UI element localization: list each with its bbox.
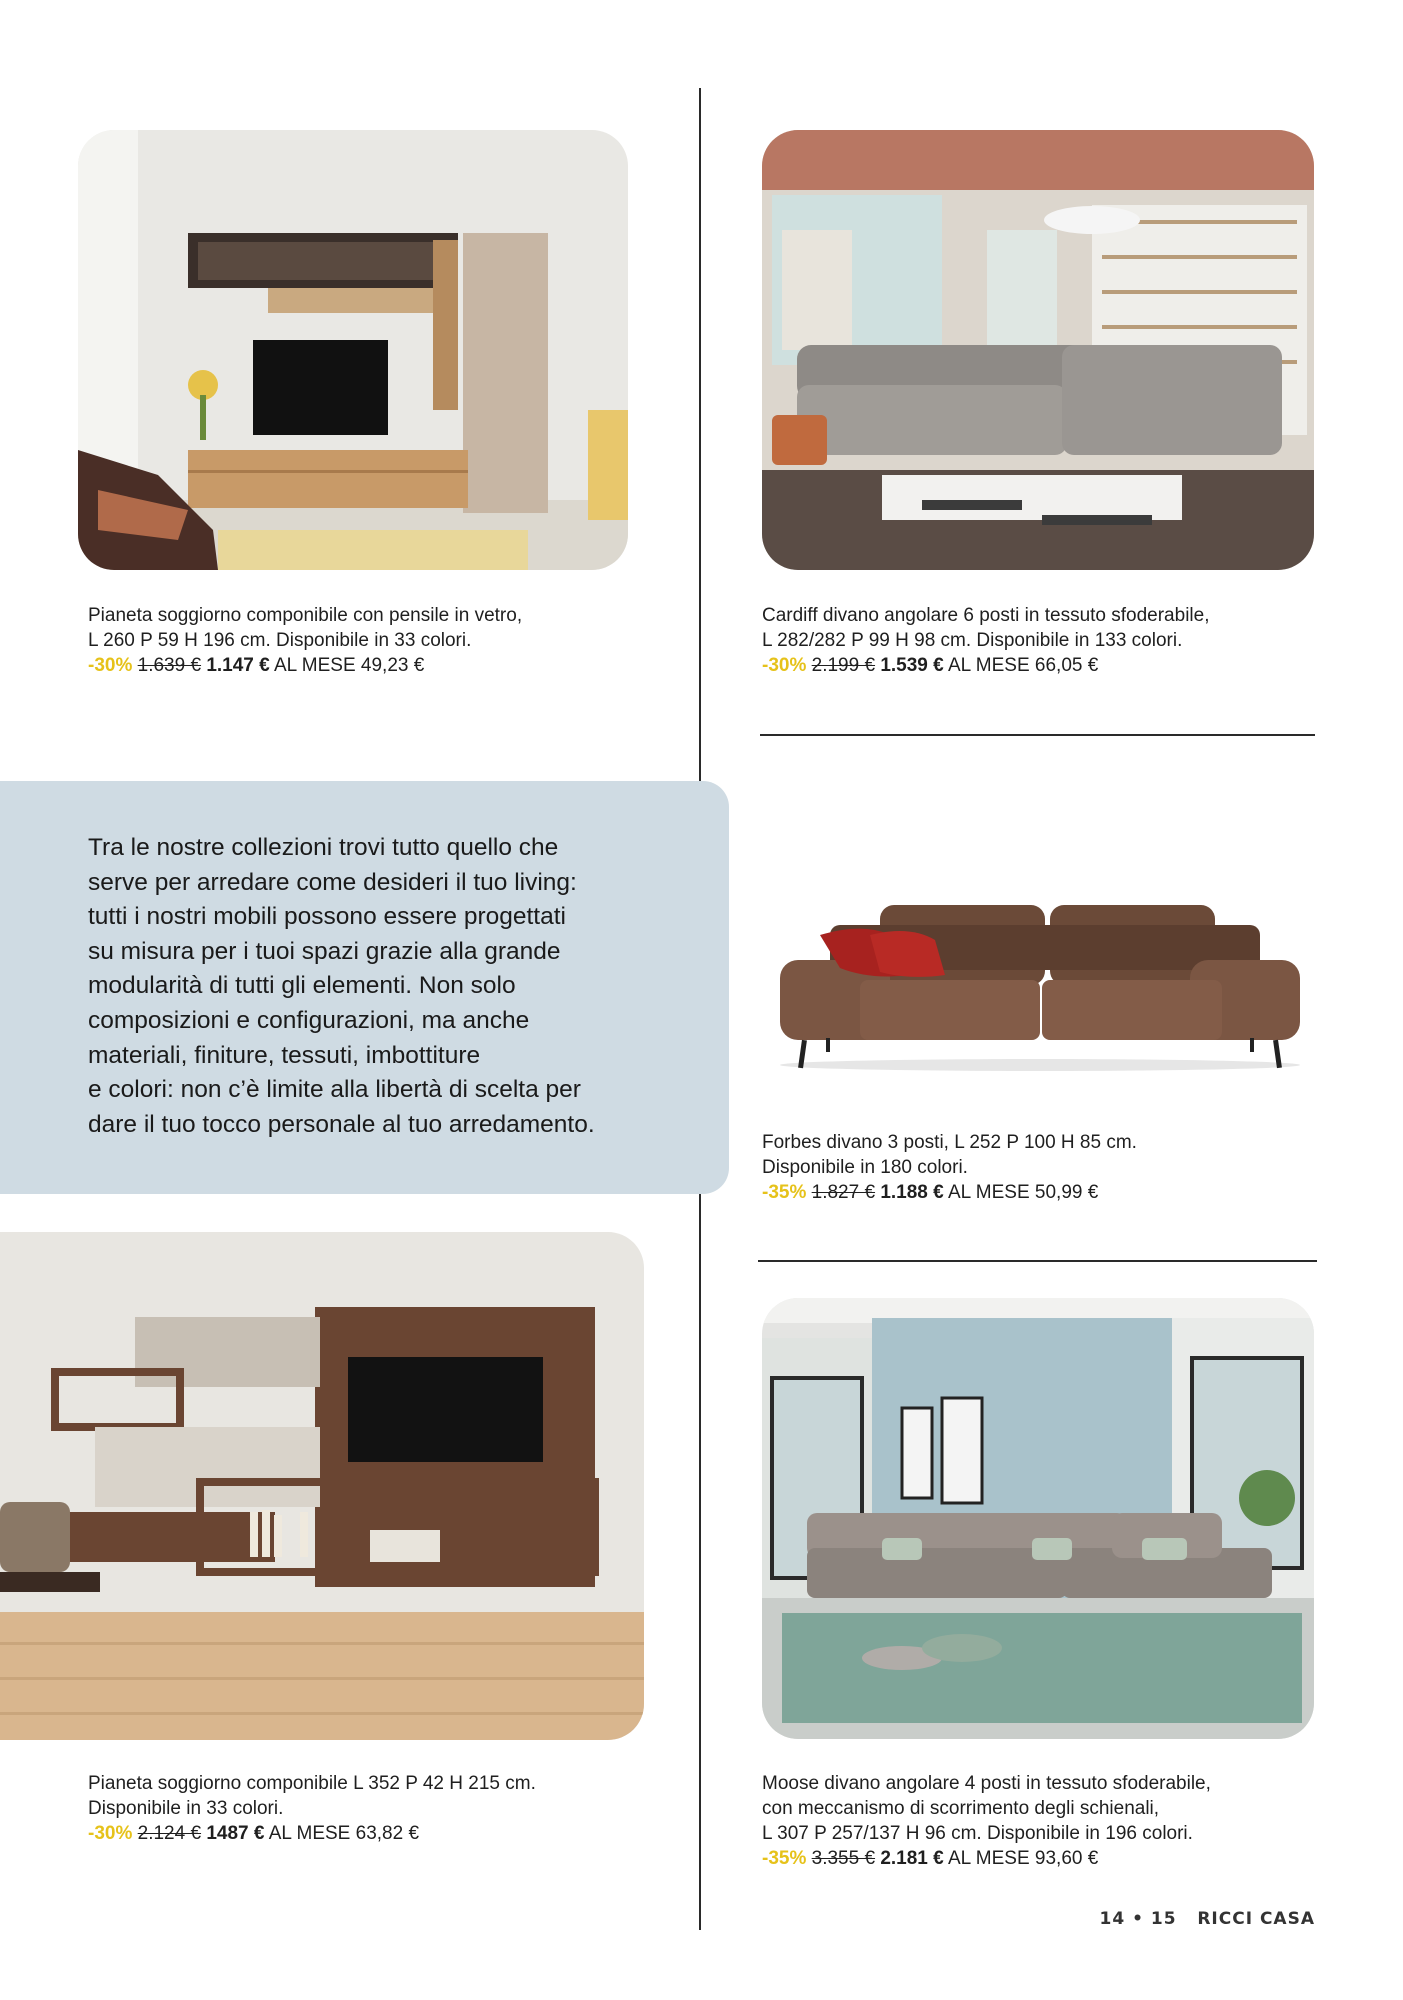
info-line: su misura per i tuoi spazi grazie alla grande bbox=[88, 937, 561, 965]
info-line: materiali, finiture, tessuti, imbottiture bbox=[88, 1041, 481, 1069]
old-price: 1.639 € bbox=[137, 655, 202, 676]
collection-info-box bbox=[0, 781, 729, 1194]
center-divider-bottom bbox=[699, 1194, 701, 1930]
new-price: 1.188 € bbox=[880, 1182, 944, 1203]
new-price: 2.181 € bbox=[880, 1848, 944, 1869]
info-line: Tra le nostre collezioni trovi tutto quello che bbox=[88, 834, 559, 861]
old-price: 2.124 € bbox=[137, 1823, 202, 1844]
monthly-price: AL MESE 66,05 € bbox=[947, 655, 1099, 676]
info-line: modularità di tutti gli elementi. Non solo bbox=[88, 972, 516, 1000]
brand-name: RICCI CASA bbox=[1197, 1909, 1315, 1929]
info-line: dare il tuo tocco personale al tuo arredamento. bbox=[88, 1110, 595, 1138]
cardiff-caption bbox=[762, 603, 1209, 678]
discount-badge: -30% bbox=[88, 1823, 133, 1844]
cardiff-desc-line2: L 282/282 P 99 H 98 cm. Disponibile in 133 colori. bbox=[762, 630, 1183, 651]
moose-desc-line3: L 307 P 257/137 H 96 cm. Disponibile in 196 colori. bbox=[762, 1823, 1193, 1844]
pianeta-2-caption bbox=[88, 1771, 536, 1846]
forbes-sofa-image bbox=[760, 880, 1320, 1080]
discount-badge: -35% bbox=[762, 1848, 807, 1869]
new-price: 1.539 € bbox=[880, 655, 944, 676]
pianeta-2-desc-line1: Pianeta soggiorno componibile L 352 P 42 H 215 cm. bbox=[88, 1773, 536, 1794]
monthly-price: AL MESE 63,82 € bbox=[268, 1823, 420, 1844]
new-price: 1487 € bbox=[206, 1823, 265, 1844]
moose-sofa-photo bbox=[762, 1298, 1314, 1739]
discount-badge: -30% bbox=[88, 655, 133, 676]
info-line: composizioni e configurazioni, ma anche bbox=[88, 1006, 530, 1034]
info-line: e colori: non c’è limite alla libertà di scelta per bbox=[88, 1076, 581, 1104]
pianeta-1-price-line bbox=[88, 653, 522, 678]
old-price: 2.199 € bbox=[811, 655, 876, 676]
moose-price-line bbox=[762, 1846, 1211, 1871]
info-line: serve per arredare come desideri il tuo living: bbox=[88, 868, 577, 896]
old-price: 1.827 € bbox=[811, 1182, 876, 1203]
collection-info-text bbox=[88, 831, 708, 1142]
center-divider-top bbox=[699, 88, 701, 781]
cardiff-price-line bbox=[762, 653, 1209, 678]
cardiff-sofa-photo bbox=[762, 130, 1314, 570]
monthly-price: AL MESE 93,60 € bbox=[947, 1848, 1099, 1869]
moose-desc-line1: Moose divano angolare 4 posti in tessuto sfoderabile, bbox=[762, 1773, 1211, 1794]
moose-desc-line2: con meccanismo di scorrimento degli schienali, bbox=[762, 1798, 1160, 1819]
pianeta-1-desc-line2: L 260 P 59 H 196 cm. Disponibile in 33 colori. bbox=[88, 630, 472, 651]
monthly-price: AL MESE 50,99 € bbox=[947, 1182, 1099, 1203]
page-numbers: 14 • 15 bbox=[1099, 1909, 1177, 1929]
pianeta-1-caption bbox=[88, 603, 522, 678]
pianeta-2-desc-line2: Disponibile in 33 colori. bbox=[88, 1798, 284, 1819]
forbes-caption bbox=[762, 1130, 1137, 1205]
pianeta-wall-photo bbox=[78, 130, 628, 570]
old-price: 3.355 € bbox=[811, 1848, 876, 1869]
rule-right-2 bbox=[758, 1260, 1317, 1262]
forbes-desc-line2: Disponibile in 180 colori. bbox=[762, 1157, 968, 1178]
moose-caption bbox=[762, 1771, 1211, 1871]
rule-right-1 bbox=[760, 734, 1315, 736]
forbes-desc-line1: Forbes divano 3 posti, L 252 P 100 H 85 cm. bbox=[762, 1132, 1137, 1153]
discount-badge: -30% bbox=[762, 655, 807, 676]
page-footer bbox=[1100, 1909, 1315, 1929]
cardiff-desc-line1: Cardiff divano angolare 6 posti in tessuto sfoderabile, bbox=[762, 605, 1210, 626]
monthly-price: AL MESE 49,23 € bbox=[273, 655, 425, 676]
pianeta-2-price-line bbox=[88, 1821, 536, 1846]
new-price: 1.147 € bbox=[206, 655, 270, 676]
pianeta-1-desc-line1: Pianeta soggiorno componibile con pensile in vetro, bbox=[88, 605, 523, 626]
info-line: tutti i nostri mobili possono essere progettati bbox=[88, 903, 566, 931]
discount-badge: -35% bbox=[762, 1182, 807, 1203]
forbes-price-line bbox=[762, 1180, 1137, 1205]
pianeta-wood-photo bbox=[0, 1232, 644, 1740]
